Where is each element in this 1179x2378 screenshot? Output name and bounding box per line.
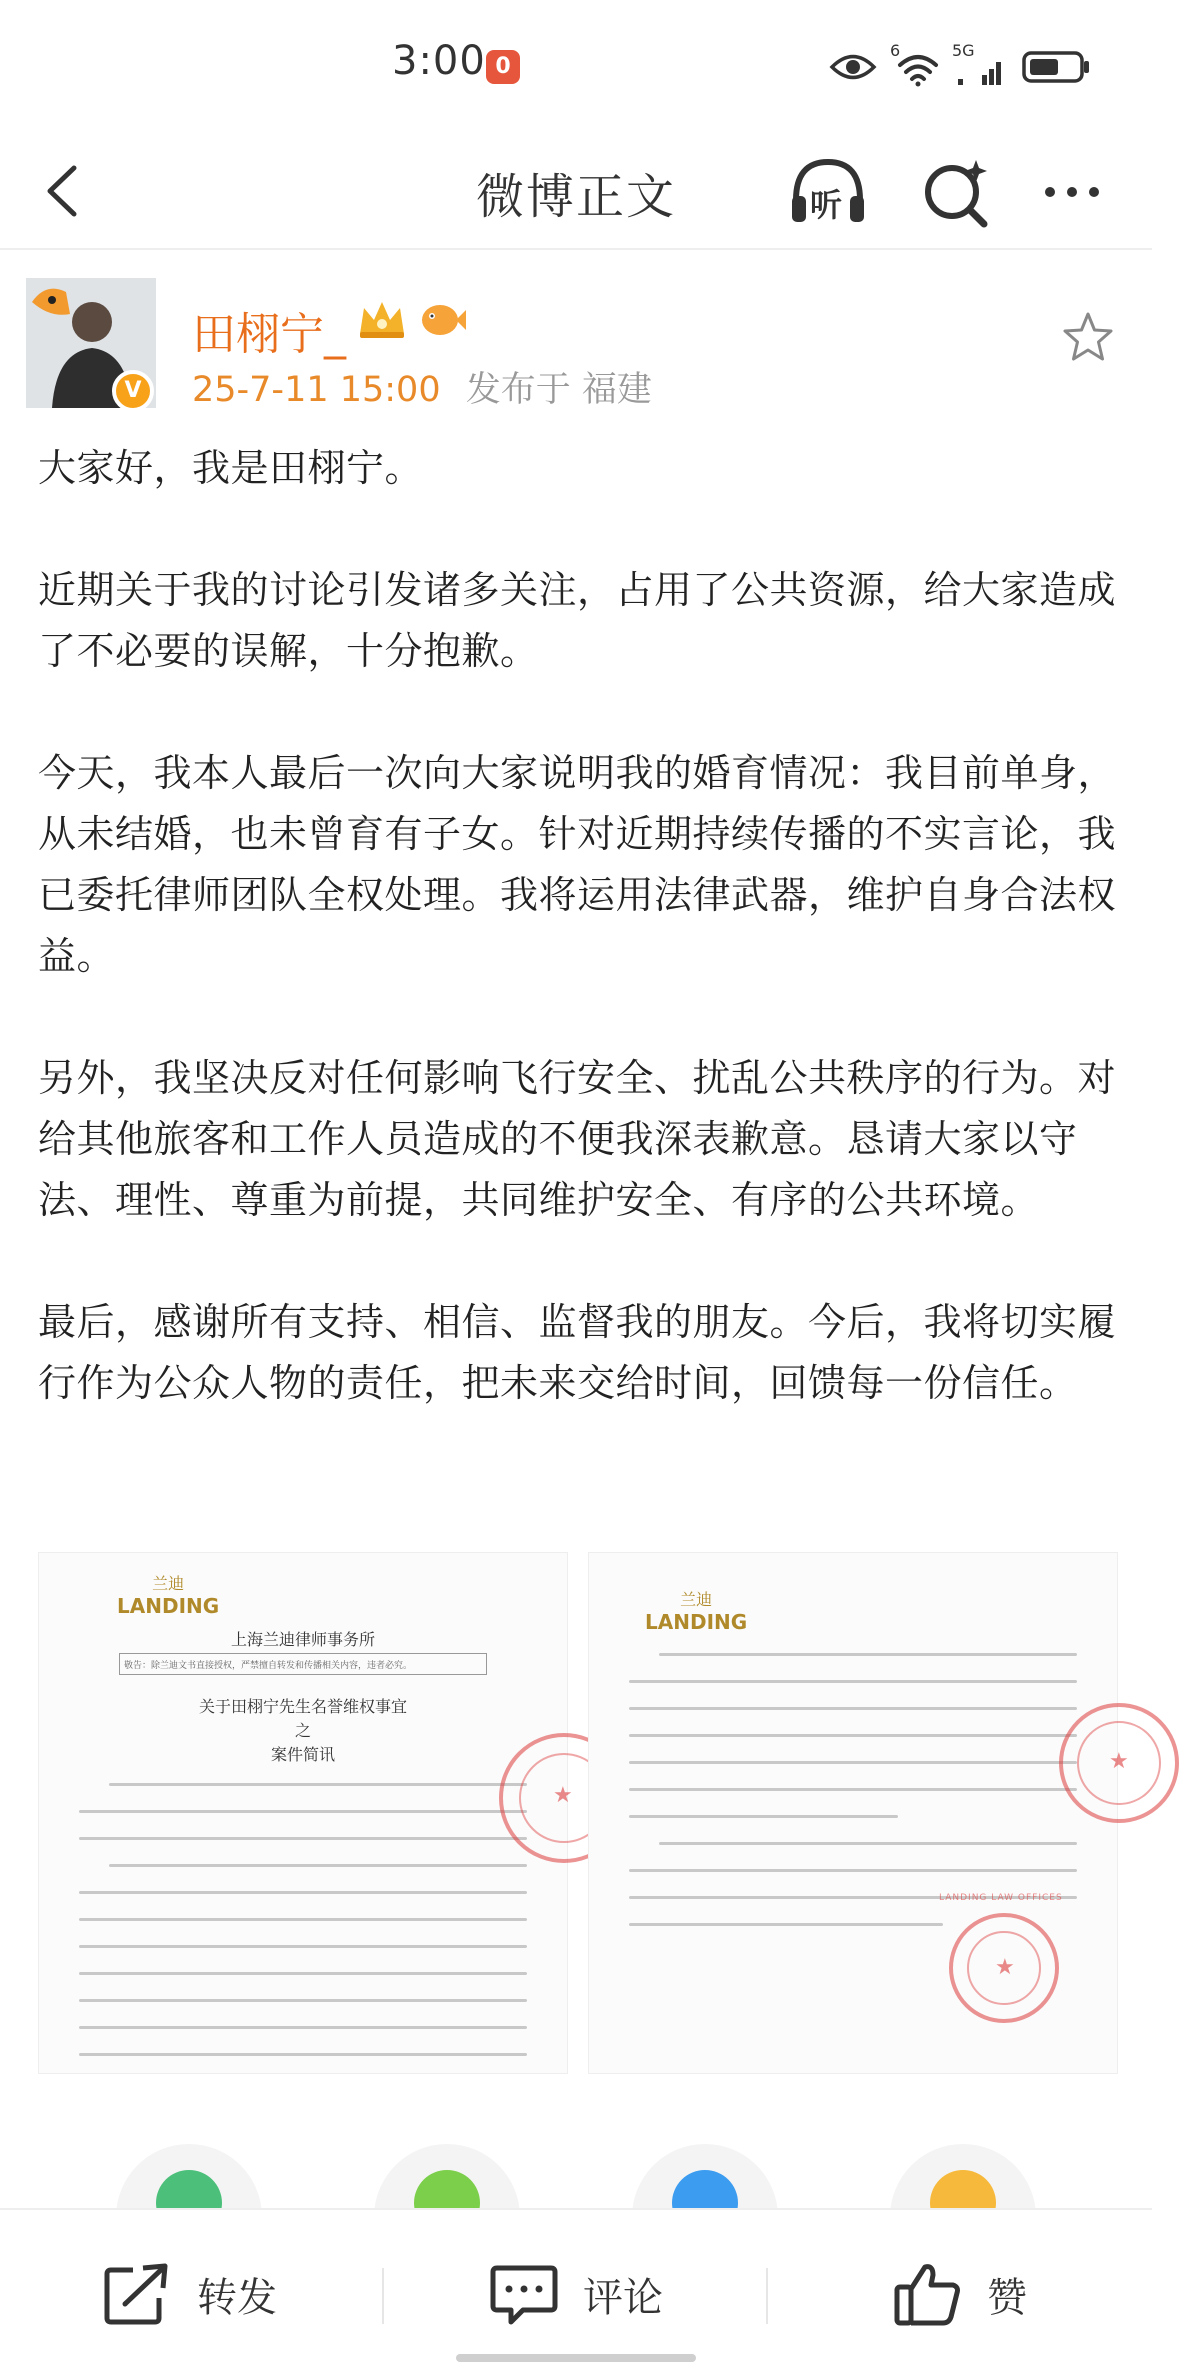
listen-button[interactable] [786, 150, 870, 234]
post-paragraph: 今天，我本人最后一次向大家说明我的婚育情况：我目前单身，从未结婚，也未曾育有子女。针对近期持续传播的不实言论，我已委托律师团队全权处理。我将运用法律武器，维护自身合法权益。 [38, 751, 1117, 978]
post-time: 25-7-11 15:00 [192, 370, 441, 410]
more-icon[interactable] [1030, 150, 1114, 234]
page-title: 微博正文 [475, 169, 676, 225]
comment-icon [489, 2262, 559, 2326]
post-body [38, 438, 1118, 1475]
post-paragraph: 近期关于我的讨论引发诸多关注，占用了公共资源，给大家造成了不必要的误解，十分抱歉。 [38, 568, 1117, 673]
thumbs-up-icon [893, 2261, 963, 2327]
bottom-action-bar [0, 2208, 1152, 2376]
legal-document-image-1[interactable] [38, 1552, 573, 2074]
document-title-line-3: 案件简讯 [270, 1745, 335, 1764]
comment-label: 评论 [583, 2274, 663, 2321]
post-paragraph: 大家好，我是田栩宁。 [38, 446, 424, 490]
document-text-lines [629, 1653, 1077, 1950]
red-seal-stamp: ★ [499, 1733, 629, 1863]
post-meta [192, 362, 652, 412]
crown-badge-icon [356, 296, 408, 342]
favorite-star-icon[interactable] [1058, 308, 1118, 368]
status-bar [0, 0, 1152, 130]
comment-button[interactable] [384, 2210, 768, 2378]
repost-label: 转发 [197, 2274, 277, 2321]
document-notice: 敬告：除兰迪文书直接授权，严禁擅自转发和传播相关内容，违者必究。 [119, 1653, 487, 1675]
battery-icon [1022, 50, 1092, 84]
search-icon[interactable] [914, 150, 998, 234]
signal-icon [956, 53, 1006, 87]
like-button[interactable] [768, 2210, 1152, 2378]
nav-bar [0, 130, 1152, 250]
share-options [0, 2140, 1152, 2200]
home-indicator [456, 2354, 696, 2362]
repost-button[interactable] [0, 2210, 380, 2378]
red-seal-stamp: ★ [1059, 1703, 1179, 1823]
document-title [39, 1695, 567, 1767]
network-5g-label: 5G [952, 41, 975, 60]
cellular-indicator [952, 41, 1008, 87]
law-firm-logo [645, 1587, 747, 1634]
logo-en: LANDING [645, 1610, 748, 1634]
law-firm-logo [117, 1571, 219, 1618]
post-paragraph: 另外，我坚决反对任何影响飞行安全、扰乱公共秩序的行为。对给其他旅客和工作人员造成的不便我深表歉意。恳请大家以守法、理性、尊重为前提，共同维护安全、有序的公共环境。 [38, 1056, 1117, 1222]
red-seal-stamp: ★ [949, 1913, 1059, 2023]
eye-icon [830, 52, 876, 82]
author-header [0, 260, 1152, 420]
post-images [38, 1552, 1129, 2074]
like-label: 赞 [987, 2274, 1027, 2321]
wifi-indicator [890, 41, 938, 87]
listen-label: 听 [810, 186, 843, 224]
notification-badge: 0 [486, 50, 520, 84]
post-paragraph: 最后，感谢所有支持、相信、监督我的朋友。今后，我将切实履行作为公众人物的责任，把未来交给时间，回馈每一份信任。 [38, 1300, 1117, 1405]
document-firm-name: 上海兰迪律师事务所 [230, 1630, 375, 1649]
author-badges [356, 296, 468, 342]
logo-cn: 兰迪 [152, 1574, 185, 1593]
status-icons [830, 41, 1092, 90]
fish-badge-icon [418, 296, 468, 342]
legal-document-image-2[interactable] [588, 1552, 1129, 2074]
seal-text: LANDING LAW OFFICES [939, 1893, 1063, 1903]
document-title-line-1: 关于田栩宁先生名誉维权事宜 [198, 1697, 407, 1716]
wifi-icon [896, 53, 940, 87]
network-type-label: 6 [890, 41, 901, 60]
author-name[interactable]: 田栩宁_ [192, 309, 346, 360]
status-time: 3:00 [392, 38, 486, 84]
logo-cn: 兰迪 [680, 1590, 713, 1609]
logo-en: LANDING [117, 1594, 220, 1618]
post-location: 发布于 福建 [465, 370, 652, 410]
repost-icon [103, 2262, 173, 2326]
verified-badge: V [112, 370, 154, 412]
document-text-lines [79, 1783, 527, 2080]
document-title-line-2: 之 [294, 1721, 311, 1740]
